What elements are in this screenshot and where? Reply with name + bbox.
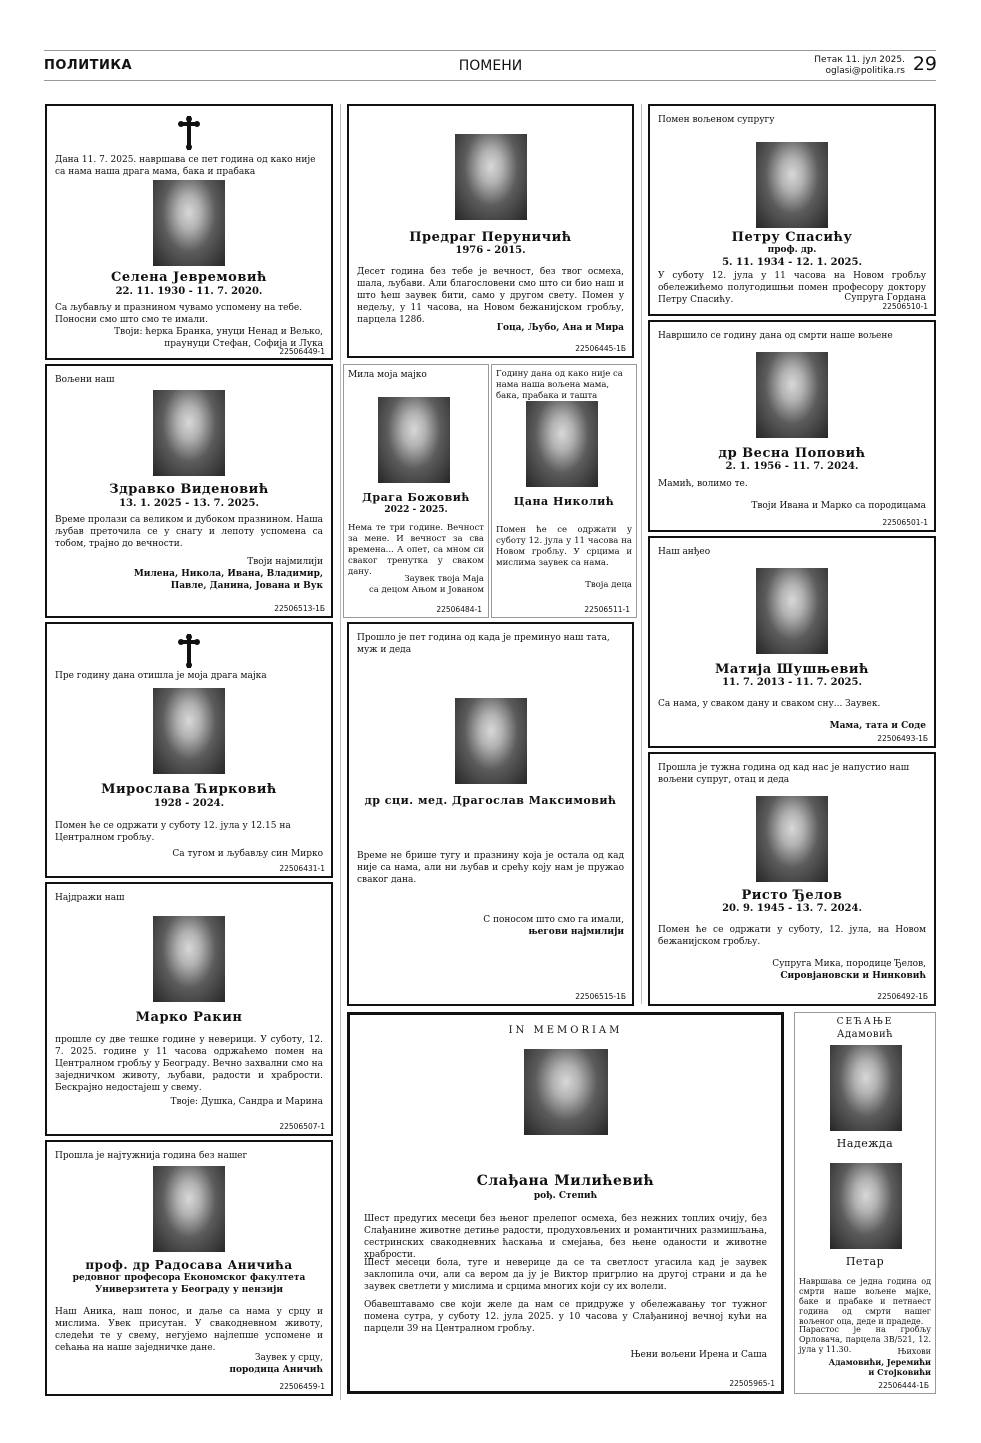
deceased-name: Драга Божовић [362, 491, 470, 504]
issue-date: Петак 11. јул 2025. [814, 55, 905, 65]
obituary-susnjevic [648, 536, 936, 748]
ad-code: 22506507-1 [279, 1122, 325, 1131]
portrait-photo [756, 796, 828, 882]
ad-code: 22506493-1Б [877, 734, 928, 743]
memorial-text: Са љубављу и празнином чувамо успомену на тебе. Поносни смо што смо те имали. [55, 303, 303, 325]
portrait-photo [455, 698, 527, 784]
memorial-text: прошле су две тешке године у неверици. У суботу, 12. 7. 2025. године у 11 часова одржаћемо помен на Централном гробљу у Београду. Вечно захвални смо на заједничком животу, љубави, радости и храбрости. Бескрајно недостајеш у свему. [55, 1035, 323, 1093]
portrait-photo [830, 1163, 902, 1249]
obituary-jevremovic [45, 104, 333, 360]
intro-text: Наш анђео [658, 547, 711, 557]
obituary-milicevic [347, 1012, 784, 1394]
life-dates: 1976 - 2015. [455, 245, 526, 256]
signature-line: Твоја деца [585, 580, 632, 590]
memorial-text: Десет година без тебе је вечност, без твог осмеха, шала, љубави. Али благословени смо што си био наш и што ћеш заувек бити, само у другом свету. Помен у недељу, у 11 часова, на Новом бежанијском гробљу, парцела 128б. [357, 267, 624, 325]
ad-code: 22506484-1 [436, 605, 482, 614]
signature-line: праунуци Стефан, Софија и Лука [164, 339, 323, 349]
ad-code: 22506492-1Б [877, 992, 928, 1001]
column-rule [340, 104, 341, 1400]
intro-text: Прошла је најтужнија година без нашег [55, 1151, 248, 1161]
deceased-name: Петар [845, 1255, 885, 1268]
deceased-name: Селена Јевремовић [111, 270, 267, 285]
deceased-name: Здравко Виденовић [109, 482, 269, 497]
obituary-djelov [648, 752, 936, 1006]
portrait-photo [455, 134, 527, 220]
signature-line: Милена, Никола, Ивана, Владимир, [133, 569, 323, 579]
column-rule [641, 104, 642, 1004]
ad-code: 22506445-1Б [575, 344, 626, 353]
signature-line: Твоје: Душка, Сандра и Марина [170, 1097, 323, 1107]
intro-text: Прошла је тужна година од кад нас је напустио наш вољени супруг, отац и деда [658, 763, 910, 785]
memorial-text: Нема те три године. Вечност за мене. И вечност за сва времена... А опет, са мном си сваког тренутка у сваком дану. [348, 523, 484, 577]
intro-text: Дана 11. 7. 2025. навршава се пет година од како није са нама наша драга мама, бака и прабака [55, 155, 316, 177]
deceased-name: Слађана Милићевић [476, 1173, 655, 1189]
signature-line: Њихови [897, 1347, 931, 1356]
signature-line: Адамовићи, Јеремићи [828, 1357, 931, 1367]
ad-code: 22506515-1Б [575, 992, 626, 1001]
intro-text: Мила моја мајко [348, 370, 427, 380]
intro-text: Вољени наш [55, 375, 115, 385]
signature-line: са децом Ањом и Јованом [368, 585, 484, 595]
portrait-photo [830, 1045, 902, 1131]
intro-text: Годину дана од како није са нама наша вољена мама, бака, прабака и ташта [496, 369, 623, 401]
memorial-text: Помен ће се одржати у суботу 12. јула у 11 часова на Новом гробљу. У срцима и мислима заувек са нама. [496, 525, 632, 568]
portrait-photo [756, 568, 828, 654]
life-dates: 1928 - 2024. [153, 798, 225, 809]
portrait-photo [756, 142, 828, 228]
page-number: 29 [912, 53, 937, 75]
header-meta [814, 55, 905, 77]
deceased-name: Марко Ракин [135, 1010, 243, 1025]
life-dates: 13. 1. 2025 - 13. 7. 2025. [119, 498, 259, 509]
title-line: Универзитета у Београду у пензији [94, 1285, 284, 1295]
memorial-text: Парастос је на гробљу Орловача, парцела 3В/521, 12. јула у 11.30. [799, 1325, 931, 1354]
title-line: редовног професора Економског факултета [72, 1273, 306, 1283]
deceased-name: др сци. мед. Драгослав Максимовић [364, 794, 617, 807]
ad-code: 22506501-1 [882, 518, 928, 527]
deceased-name: Матија Шушњевић [714, 662, 870, 677]
orthodox-cross-icon [177, 634, 201, 668]
memorial-text: Помен ће се одржати у суботу, 12. јула, на Новом бежанијском гробљу. [658, 925, 926, 947]
signature-line: Твоји Ивана и Марко са породицама [751, 501, 926, 511]
memorial-text: Наш Аника, наш понос, и даље са нама у срцу и мислима. Увек присутан. У свакодневном животу, следећи те у свему, негујемо најлепше успомене и сећања на наше заједничке дане. [55, 1307, 323, 1353]
portrait-photo [153, 180, 225, 266]
in-memoriam-heading: IN MEMORIAM [508, 1025, 623, 1036]
memorial-text: У суботу 12. јула у 11 часова на Новом гробљу обележићемо полугодишњи помен професору доктору Петру Спасићу. [658, 271, 926, 305]
intro-text: Помен вољеном супругу [658, 115, 775, 125]
obituary-vidjenovic [45, 364, 333, 618]
portrait-photo [524, 1049, 608, 1135]
intro-text: Најдражи наш [55, 893, 125, 903]
intro-text: Пре годину дана отишла је моја драга мајка [55, 671, 267, 681]
signature-line: Супруга Мика, породице Ђелов, [772, 959, 926, 969]
signature-line: Твоји: ћерка Бранка, унуци Ненад и Вељко, [114, 327, 323, 337]
signature-line: Мама, тата и Соде [829, 721, 926, 731]
newspaper-logo: ПОЛИТИКА [44, 58, 133, 73]
deceased-name: Мирослава Ћирковић [101, 782, 277, 797]
life-dates: 5. 11. 1934 - 12. 1. 2025. [722, 257, 862, 268]
section-title: ПОМЕНИ [458, 58, 523, 74]
obituary-cirkovic [45, 622, 333, 878]
signature-line: Гоца, Љубо, Ана и Мира [496, 323, 624, 333]
header-bottom-rule [44, 80, 936, 81]
header-top-rule [44, 50, 936, 51]
ad-code: 22506513-1Б [274, 604, 325, 613]
signature-line: Са тугом и љубављу син Мирко [172, 849, 323, 859]
signature-line: његови најмилији [528, 927, 624, 937]
signature-line: и Стојковићи [868, 1367, 931, 1377]
signature-line: Супруга Гордана [844, 293, 926, 303]
portrait-photo [378, 397, 450, 483]
obituary-rakin [45, 882, 333, 1136]
ad-code: 22506511-1 [584, 605, 630, 614]
memorial-text: Време не брише тугу и празнину која је остала од кад није са нама, али ни љубав и срећу коју нам је пружао сваког дана. [357, 851, 624, 885]
obituary-popovic [648, 320, 936, 532]
memorial-text: Навршава се једна година од смрти наше вољене мајке, баке и прабаке и петнаест година од смрти нашег вољеног оца, деде и прадеде. [799, 1277, 931, 1326]
contact-email: oglasi@politika.rs [825, 66, 905, 76]
deceased-name: Ристо Ђелов [741, 888, 843, 903]
signature-line: Твоји најмилији [247, 557, 323, 567]
deceased-name: Предраг Перуничић [409, 230, 572, 245]
intro-text: Прошло је пет година од када је преминуо наш тата, муж и деда [357, 633, 610, 655]
obituary-adamovic [794, 1012, 936, 1394]
ad-code: 22506449-1 [279, 347, 325, 356]
ad-code: 22506510-1 [882, 302, 928, 311]
remembrance-heading: СЕЋАЊЕ [836, 1017, 894, 1027]
family-surname: Адамовић [836, 1029, 894, 1040]
obituary-nikolic [491, 364, 637, 618]
obituary-maksimovic [347, 622, 634, 1006]
signature-line: Павле, Данина, Јована и Вук [170, 581, 323, 591]
memorial-text: Мамић, волимо те. [658, 479, 748, 489]
memorial-text: Помен ће се одржати у суботу 12. јула у 12.15 на Централном гробљу. [55, 821, 291, 843]
life-dates: 22. 11. 1930 - 11. 7. 2020. [115, 286, 263, 297]
portrait-photo [153, 916, 225, 1002]
portrait-photo [153, 688, 225, 774]
deceased-name: проф. др Радосава Аничића [85, 1258, 293, 1272]
title-line: проф. др. [767, 245, 817, 255]
orthodox-cross-icon [177, 116, 201, 150]
ad-code: 22505965-1 [729, 1379, 775, 1388]
life-dates: 11. 7. 2013 - 11. 7. 2025. [722, 677, 862, 688]
portrait-photo [756, 352, 828, 438]
life-dates: 2022 - 2025. [384, 505, 448, 515]
deceased-name: Петру Спасићу [731, 230, 853, 245]
memorial-text: Шест предугих месеци без њеног прелепог осмеха, без нежних топлих очију, без Слађанине животне детиње радости, продуховљених и романтичних размишљања, сестринских свакодневних ћаскања и смејања, без њене оданости и животне храбрости. [364, 1214, 767, 1260]
signature-line: Њени вољени Ирена и Саша [630, 1350, 767, 1360]
memorial-text: Са нама, у сваком дану и сваком сну... Заувек. [658, 699, 881, 709]
obituary-spasic [648, 104, 936, 316]
signature-line: породица Аничић [229, 1365, 323, 1375]
signature-line: Заувек твоја Маја [404, 574, 484, 584]
life-dates: 20. 9. 1945 - 13. 7. 2024. [722, 903, 862, 914]
signature-line: Заувек у срцу, [254, 1353, 323, 1363]
ad-code: 22506431-1 [279, 864, 325, 873]
signature-line: Сировјановски и Нинковић [780, 971, 926, 981]
ad-code: 22506459-1 [279, 1382, 325, 1391]
maiden-name: рођ. Степић [533, 1191, 598, 1201]
memorial-text: Време пролази са великом и дубоком празнином. Наша љубав преточила се у снагу и лепоту успомена са тобом, трајно до вечности. [55, 515, 323, 549]
obituary-bozovic [343, 364, 489, 618]
ad-code: 22506444-1Б [878, 1381, 929, 1390]
deceased-name: Надежда [836, 1137, 894, 1150]
obituary-anicic [45, 1140, 333, 1396]
memorial-text: Обавештавамо све који желе да нам се придруже у обележавању тог тужног помена сутра, у суботу 12. јула 2025. у 10 часова у Слађаниној вечној кући на парцели 39 на Централном гробљу. [364, 1300, 767, 1334]
portrait-photo [153, 390, 225, 476]
memorial-text: Шест месеци бола, туге и неверице да се та светлост угасила кад је заувек заклопила очи, али са вером да ју је Виктор пригрлио на другој страни и да ће заувек светлети у мислима и срцима многих који су их волели. [364, 1258, 767, 1292]
deceased-name: др Весна Поповић [718, 446, 866, 461]
intro-text: Навршило се годину дана од смрти наше вољене [658, 331, 893, 341]
signature-line: С поносом што смо га имали, [483, 915, 624, 925]
life-dates: 2. 1. 1956 - 11. 7. 2024. [725, 461, 859, 472]
deceased-name: Цана Николић [513, 495, 615, 508]
portrait-photo [153, 1166, 225, 1252]
obituary-perunicic [347, 104, 634, 358]
portrait-photo [526, 401, 598, 487]
